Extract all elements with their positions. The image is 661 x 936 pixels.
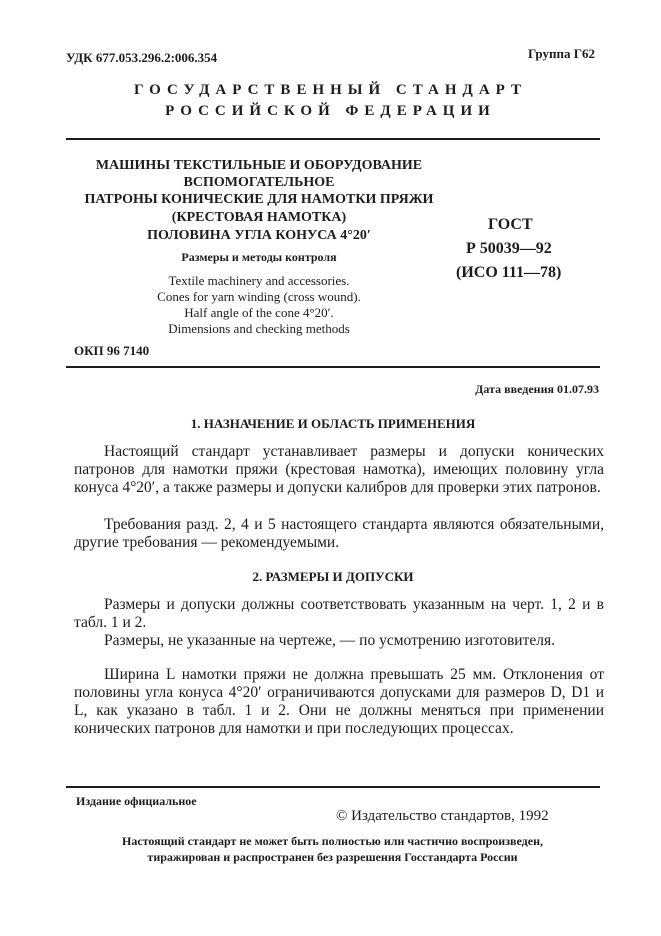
reproduction-notice-1: Настоящий стандарт не может быть полностью или частично воспроизведен, <box>121 834 543 848</box>
divider-bottom <box>66 786 600 788</box>
section-1-heading: 1. НАЗНАЧЕНИЕ И ОБЛАСТЬ ПРИМЕНЕНИЯ <box>190 416 476 431</box>
state-standard-title: ГОСУДАРСТВЕННЫЙ СТАНДАРТ <box>133 82 528 98</box>
section-1-paragraph-2: Требования разд. 2, 4 и 5 настоящего стандарта являются обязательными, другие требования — рекомендуемыми. <box>74 516 604 551</box>
official-edition: Издание официальное <box>76 794 197 808</box>
iso-number: (ИСО 111—78) <box>456 264 562 281</box>
section-2-paragraph-3: Ширина L намотки пряжи не должна превышать 25 мм. Отклонения от половины угла конуса 4°20′ ограничиваются допусками для размеров D, D1 и L, как указано в табл. 1 и 2. Они не должны меняться при применении конических патронов для намотки и при последующих процессах. <box>74 666 604 737</box>
title-line-1: МАШИНЫ ТЕКСТИЛЬНЫЕ И ОБОРУДОВАНИЕ <box>95 158 423 173</box>
udc-code: УДК 677.053.296.2:006.354 <box>66 50 218 65</box>
gost-number: Р 50039—92 <box>466 240 552 257</box>
title-line-2: ВСПОМОГАТЕЛЬНОЕ <box>183 175 335 190</box>
gost-label: ГОСТ <box>488 216 533 233</box>
title-line-5: ПОЛОВИНА УГЛА КОНУСА 4°20′ <box>147 228 371 243</box>
russian-federation-title: РОССИЙСКОЙ ФЕДЕРАЦИИ <box>165 103 496 119</box>
title-line-3: ПАТРОНЫ КОНИЧЕСКИЕ ДЛЯ НАМОТКИ ПРЯЖИ <box>84 192 434 207</box>
title-en-line-3: Half angle of the cone 4°20′. <box>184 305 334 320</box>
okp-code: ОКП 96 7140 <box>74 343 150 358</box>
copyright: © Издательство стандартов, 1992 <box>336 808 549 824</box>
reproduction-notice-2: тиражирован и распространен без разрешения Госстандарта России <box>147 850 518 864</box>
divider-top <box>66 138 600 140</box>
title-en-line-2: Cones for yarn winding (cross wound). <box>157 289 361 304</box>
title-line-4: (КРЕСТОВАЯ НАМОТКА) <box>171 210 347 225</box>
title-en-line-4: Dimensions and checking methods <box>168 321 350 336</box>
section-2-paragraph-1: Размеры и допуски должны соответствовать указанным на черт. 1, 2 и в табл. 1 и 2. <box>74 596 604 631</box>
section-1-paragraph-1: Настоящий стандарт устанавливает размеры и допуски конических патронов для намотки пряжи (крестовая намотка), имеющих половину угла конуса 4°20′, а также размеры и допуски калибров для проверки этих патронов. <box>74 443 604 496</box>
section-2-heading: 2. РАЗМЕРЫ И ДОПУСКИ <box>252 569 414 584</box>
group-code: Группа Г62 <box>527 46 595 61</box>
section-2-paragraph-2: Размеры, не указанные на чертеже, — по усмотрению изготовителя. <box>104 632 555 649</box>
title-subtitle: Размеры и методы контроля <box>181 250 337 264</box>
divider-middle <box>66 366 600 368</box>
title-en-line-1: Textile machinery and accessories. <box>168 273 350 288</box>
intro-date: Дата введения 01.07.93 <box>475 382 599 396</box>
